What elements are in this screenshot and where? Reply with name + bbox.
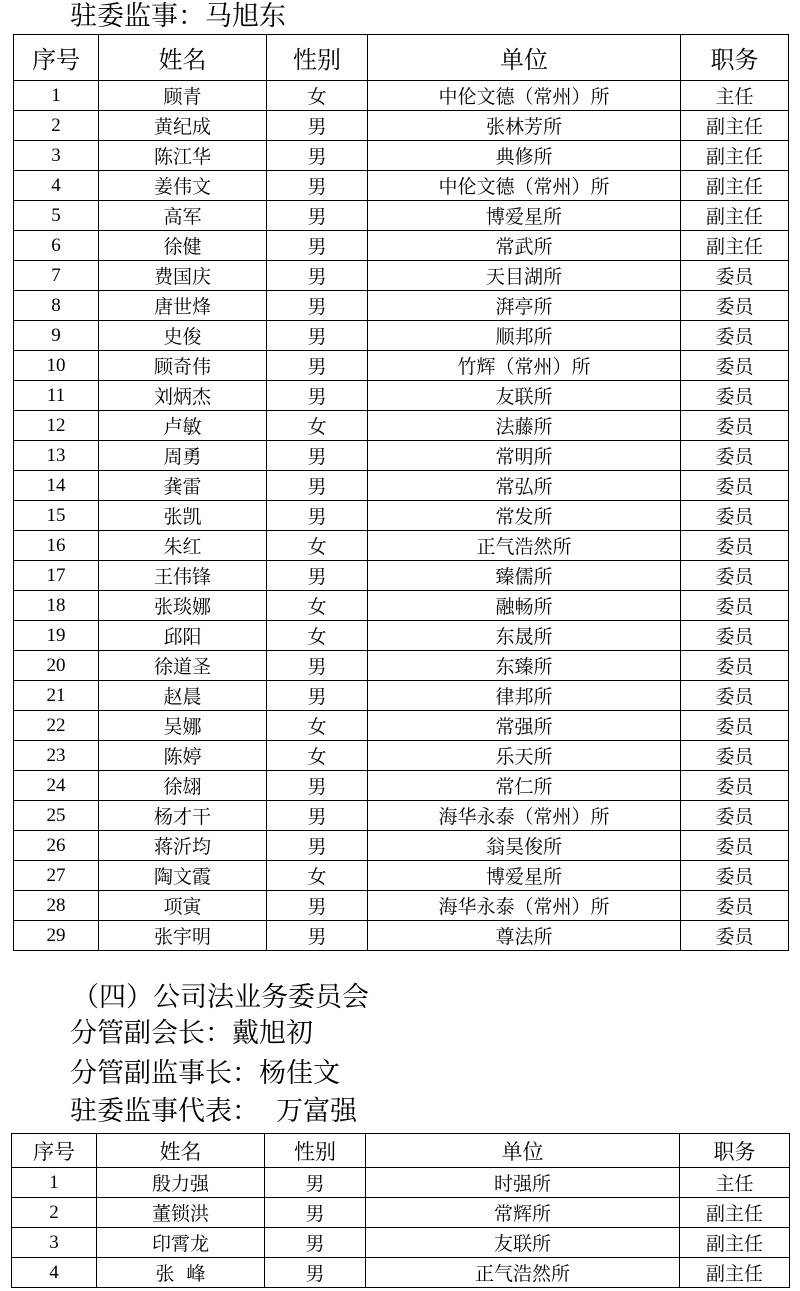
cell-position: 委员 (681, 801, 789, 831)
cell-firm: 湃亭所 (368, 291, 681, 321)
table-body (14, 81, 789, 951)
cell-firm: 常明所 (368, 441, 681, 471)
table-header-row (14, 35, 789, 81)
cell-index: 5 (14, 201, 99, 231)
cell-gender: 男 (265, 1198, 366, 1228)
cell-name: 王伟锋 (99, 561, 267, 591)
cell-name: 赵晨 (99, 681, 267, 711)
table-row (14, 591, 789, 621)
cell-position: 主任 (681, 81, 789, 111)
table-row (14, 81, 789, 111)
cell-index: 8 (14, 291, 99, 321)
cell-firm: 顺邦所 (368, 321, 681, 351)
cell-gender: 男 (267, 321, 368, 351)
cell-name: 殷力强 (97, 1168, 265, 1198)
table-row (14, 711, 789, 741)
cell-firm: 友联所 (366, 1228, 680, 1258)
cell-index: 3 (12, 1228, 97, 1258)
cell-gender: 女 (267, 861, 368, 891)
cell-position: 委员 (681, 471, 789, 501)
table-body (12, 1168, 790, 1288)
cell-index: 12 (14, 411, 99, 441)
committee-title: （四）公司法业务委员会 (72, 982, 369, 1013)
cell-index: 23 (14, 741, 99, 771)
table-row (14, 111, 789, 141)
table-row (14, 741, 789, 771)
cell-index: 2 (14, 111, 99, 141)
table-row (14, 201, 789, 231)
cell-gender: 男 (267, 921, 368, 951)
cell-firm: 中伦文德（常州）所 (368, 171, 681, 201)
cell-gender: 男 (267, 201, 368, 231)
cell-position: 委员 (681, 771, 789, 801)
header-firm: 单位 (368, 35, 681, 81)
cell-position: 副主任 (680, 1258, 790, 1288)
table-row (14, 231, 789, 261)
cell-firm: 正气浩然所 (366, 1258, 680, 1288)
cell-name: 张 峰 (97, 1258, 265, 1288)
cell-name: 刘炳杰 (99, 381, 267, 411)
cell-firm: 竹辉（常州）所 (368, 351, 681, 381)
cell-index: 28 (14, 891, 99, 921)
cell-position: 委员 (681, 831, 789, 861)
cell-gender: 男 (267, 801, 368, 831)
cell-firm: 正气浩然所 (368, 531, 681, 561)
cell-firm: 东臻所 (368, 651, 681, 681)
cell-position: 委员 (681, 891, 789, 921)
cell-firm: 常仁所 (368, 771, 681, 801)
table-row (14, 651, 789, 681)
cell-gender: 男 (267, 441, 368, 471)
header-index: 序号 (14, 35, 99, 81)
cell-position: 委员 (681, 591, 789, 621)
cell-firm: 臻儒所 (368, 561, 681, 591)
cell-position: 委员 (681, 741, 789, 771)
cell-firm: 常武所 (368, 231, 681, 261)
cell-name: 顾奇伟 (99, 351, 267, 381)
cell-index: 7 (14, 261, 99, 291)
table-row (14, 891, 789, 921)
cell-firm: 尊法所 (368, 921, 681, 951)
cell-firm: 东晟所 (368, 621, 681, 651)
cell-position: 委员 (681, 681, 789, 711)
cell-gender: 男 (265, 1258, 366, 1288)
cell-index: 27 (14, 861, 99, 891)
cell-name: 蒋沂均 (99, 831, 267, 861)
cell-name: 龚雷 (99, 471, 267, 501)
cell-index: 18 (14, 591, 99, 621)
header-position: 职务 (680, 1134, 790, 1168)
table-row (14, 351, 789, 381)
cell-firm: 天目湖所 (368, 261, 681, 291)
cell-position: 委员 (681, 921, 789, 951)
cell-position: 委员 (681, 621, 789, 651)
cell-gender: 男 (267, 771, 368, 801)
cell-gender: 男 (265, 1228, 366, 1258)
cell-name: 史俊 (99, 321, 267, 351)
cell-firm: 法藤所 (368, 411, 681, 441)
cell-index: 4 (12, 1258, 97, 1288)
cell-gender: 男 (267, 231, 368, 261)
table-row (14, 831, 789, 861)
cell-index: 14 (14, 471, 99, 501)
cell-gender: 男 (267, 141, 368, 171)
table-row (12, 1258, 790, 1288)
cell-position: 委员 (681, 261, 789, 291)
cell-index: 3 (14, 141, 99, 171)
cell-gender: 女 (267, 621, 368, 651)
cell-name: 姜伟文 (99, 171, 267, 201)
cell-position: 委员 (681, 651, 789, 681)
cell-gender: 女 (267, 741, 368, 771)
cell-firm: 常强所 (368, 711, 681, 741)
cell-position: 委员 (681, 351, 789, 381)
cell-name: 陈江华 (99, 141, 267, 171)
cell-gender: 男 (267, 891, 368, 921)
cell-position: 委员 (681, 441, 789, 471)
cell-name: 徐健 (99, 231, 267, 261)
cell-gender: 男 (267, 261, 368, 291)
cell-firm: 中伦文德（常州）所 (368, 81, 681, 111)
cell-index: 20 (14, 651, 99, 681)
header-gender: 性别 (265, 1134, 366, 1168)
table-row (14, 441, 789, 471)
cell-index: 17 (14, 561, 99, 591)
vice-president-line: 分管副会长：戴旭初 (70, 1018, 313, 1049)
table-row (14, 621, 789, 651)
cell-name: 项寅 (99, 891, 267, 921)
cell-gender: 女 (267, 531, 368, 561)
cell-gender: 男 (267, 681, 368, 711)
cell-name: 朱红 (99, 531, 267, 561)
cell-firm: 海华永泰（常州）所 (368, 891, 681, 921)
table-row (14, 531, 789, 561)
cell-name: 徐翃 (99, 771, 267, 801)
cell-name: 黄纪成 (99, 111, 267, 141)
table-row (12, 1228, 790, 1258)
table-row (14, 681, 789, 711)
table-row (14, 171, 789, 201)
cell-index: 24 (14, 771, 99, 801)
cell-gender: 男 (267, 831, 368, 861)
cell-index: 21 (14, 681, 99, 711)
table-row (14, 921, 789, 951)
cell-gender: 女 (267, 411, 368, 441)
cell-gender: 男 (267, 501, 368, 531)
cell-position: 副主任 (681, 201, 789, 231)
cell-name: 徐道圣 (99, 651, 267, 681)
table-row (14, 261, 789, 291)
cell-index: 6 (14, 231, 99, 261)
cell-firm: 典修所 (368, 141, 681, 171)
cell-gender: 男 (267, 381, 368, 411)
cell-firm: 常发所 (368, 501, 681, 531)
cell-name: 董锁洪 (97, 1198, 265, 1228)
cell-index: 19 (14, 621, 99, 651)
cell-name: 顾青 (99, 81, 267, 111)
table-row (14, 501, 789, 531)
cell-position: 委员 (681, 711, 789, 741)
cell-position: 副主任 (680, 1198, 790, 1228)
cell-index: 16 (14, 531, 99, 561)
cell-firm: 律邦所 (368, 681, 681, 711)
cell-gender: 男 (267, 351, 368, 381)
cell-index: 11 (14, 381, 99, 411)
cell-name: 邱阳 (99, 621, 267, 651)
cell-index: 1 (12, 1168, 97, 1198)
table-row (14, 771, 789, 801)
cell-gender: 男 (267, 471, 368, 501)
cell-firm: 友联所 (368, 381, 681, 411)
table-row (12, 1168, 790, 1198)
cell-position: 委员 (681, 561, 789, 591)
supervisor-rep-line: 驻委监事代表： 万富强 (70, 1096, 358, 1127)
header-name: 姓名 (99, 35, 267, 81)
cell-position: 副主任 (681, 111, 789, 141)
cell-name: 卢敏 (99, 411, 267, 441)
cell-name: 陈婷 (99, 741, 267, 771)
cell-gender: 男 (267, 291, 368, 321)
table-row (14, 141, 789, 171)
header-position: 职务 (681, 35, 789, 81)
committee-members-table-2 (11, 1133, 790, 1288)
cell-name: 张宇明 (99, 921, 267, 951)
cell-index: 1 (14, 81, 99, 111)
cell-gender: 女 (267, 81, 368, 111)
cell-name: 张凯 (99, 501, 267, 531)
committee-members-table (13, 34, 789, 951)
table-row (14, 861, 789, 891)
table-row (14, 381, 789, 411)
table-row (14, 471, 789, 501)
cell-index: 9 (14, 321, 99, 351)
cell-position: 委员 (681, 291, 789, 321)
cell-gender: 男 (267, 171, 368, 201)
cell-firm: 博爱星所 (368, 201, 681, 231)
cell-name: 张琰娜 (99, 591, 267, 621)
cell-gender: 男 (267, 111, 368, 141)
table-row (14, 321, 789, 351)
cell-index: 29 (14, 921, 99, 951)
cell-index: 13 (14, 441, 99, 471)
cell-index: 15 (14, 501, 99, 531)
header-index: 序号 (12, 1134, 97, 1168)
cell-position: 副主任 (681, 171, 789, 201)
cell-position: 委员 (681, 531, 789, 561)
cell-firm: 博爱星所 (368, 861, 681, 891)
cell-name: 费国庆 (99, 261, 267, 291)
cell-position: 副主任 (681, 231, 789, 261)
cell-position: 委员 (681, 411, 789, 441)
cell-index: 2 (12, 1198, 97, 1228)
cell-position: 副主任 (681, 141, 789, 171)
cell-position: 委员 (681, 321, 789, 351)
table-row (12, 1198, 790, 1228)
cell-index: 4 (14, 171, 99, 201)
cell-position: 副主任 (680, 1228, 790, 1258)
header-gender: 性别 (267, 35, 368, 81)
cell-position: 委员 (681, 501, 789, 531)
cell-firm: 常辉所 (366, 1198, 680, 1228)
cell-firm: 乐天所 (368, 741, 681, 771)
cell-index: 10 (14, 351, 99, 381)
cell-gender: 男 (267, 651, 368, 681)
cell-firm: 时强所 (366, 1168, 680, 1198)
cell-gender: 男 (267, 561, 368, 591)
cell-firm: 融畅所 (368, 591, 681, 621)
cell-name: 杨才干 (99, 801, 267, 831)
cell-position: 委员 (681, 381, 789, 411)
cell-index: 22 (14, 711, 99, 741)
cell-firm: 海华永泰（常州）所 (368, 801, 681, 831)
cell-name: 周勇 (99, 441, 267, 471)
table-row (14, 291, 789, 321)
cell-firm: 翁昊俊所 (368, 831, 681, 861)
cell-firm: 张林芳所 (368, 111, 681, 141)
cell-name: 高军 (99, 201, 267, 231)
cell-position: 委员 (681, 861, 789, 891)
table-row (14, 801, 789, 831)
committee-supervisor-line: 驻委监事：马旭东 (70, 1, 286, 32)
table-row (14, 411, 789, 441)
cell-name: 吴娜 (99, 711, 267, 741)
cell-name: 唐世烽 (99, 291, 267, 321)
cell-index: 26 (14, 831, 99, 861)
cell-position: 主任 (680, 1168, 790, 1198)
header-name: 姓名 (97, 1134, 265, 1168)
vice-supervisor-line: 分管副监事长：杨佳文 (70, 1058, 340, 1089)
table-row (14, 561, 789, 591)
table-header-row (12, 1134, 790, 1168)
cell-name: 印霄龙 (97, 1228, 265, 1258)
cell-gender: 男 (265, 1168, 366, 1198)
cell-name: 陶文霞 (99, 861, 267, 891)
cell-gender: 女 (267, 711, 368, 741)
cell-gender: 女 (267, 591, 368, 621)
header-firm: 单位 (366, 1134, 680, 1168)
cell-firm: 常弘所 (368, 471, 681, 501)
cell-index: 25 (14, 801, 99, 831)
